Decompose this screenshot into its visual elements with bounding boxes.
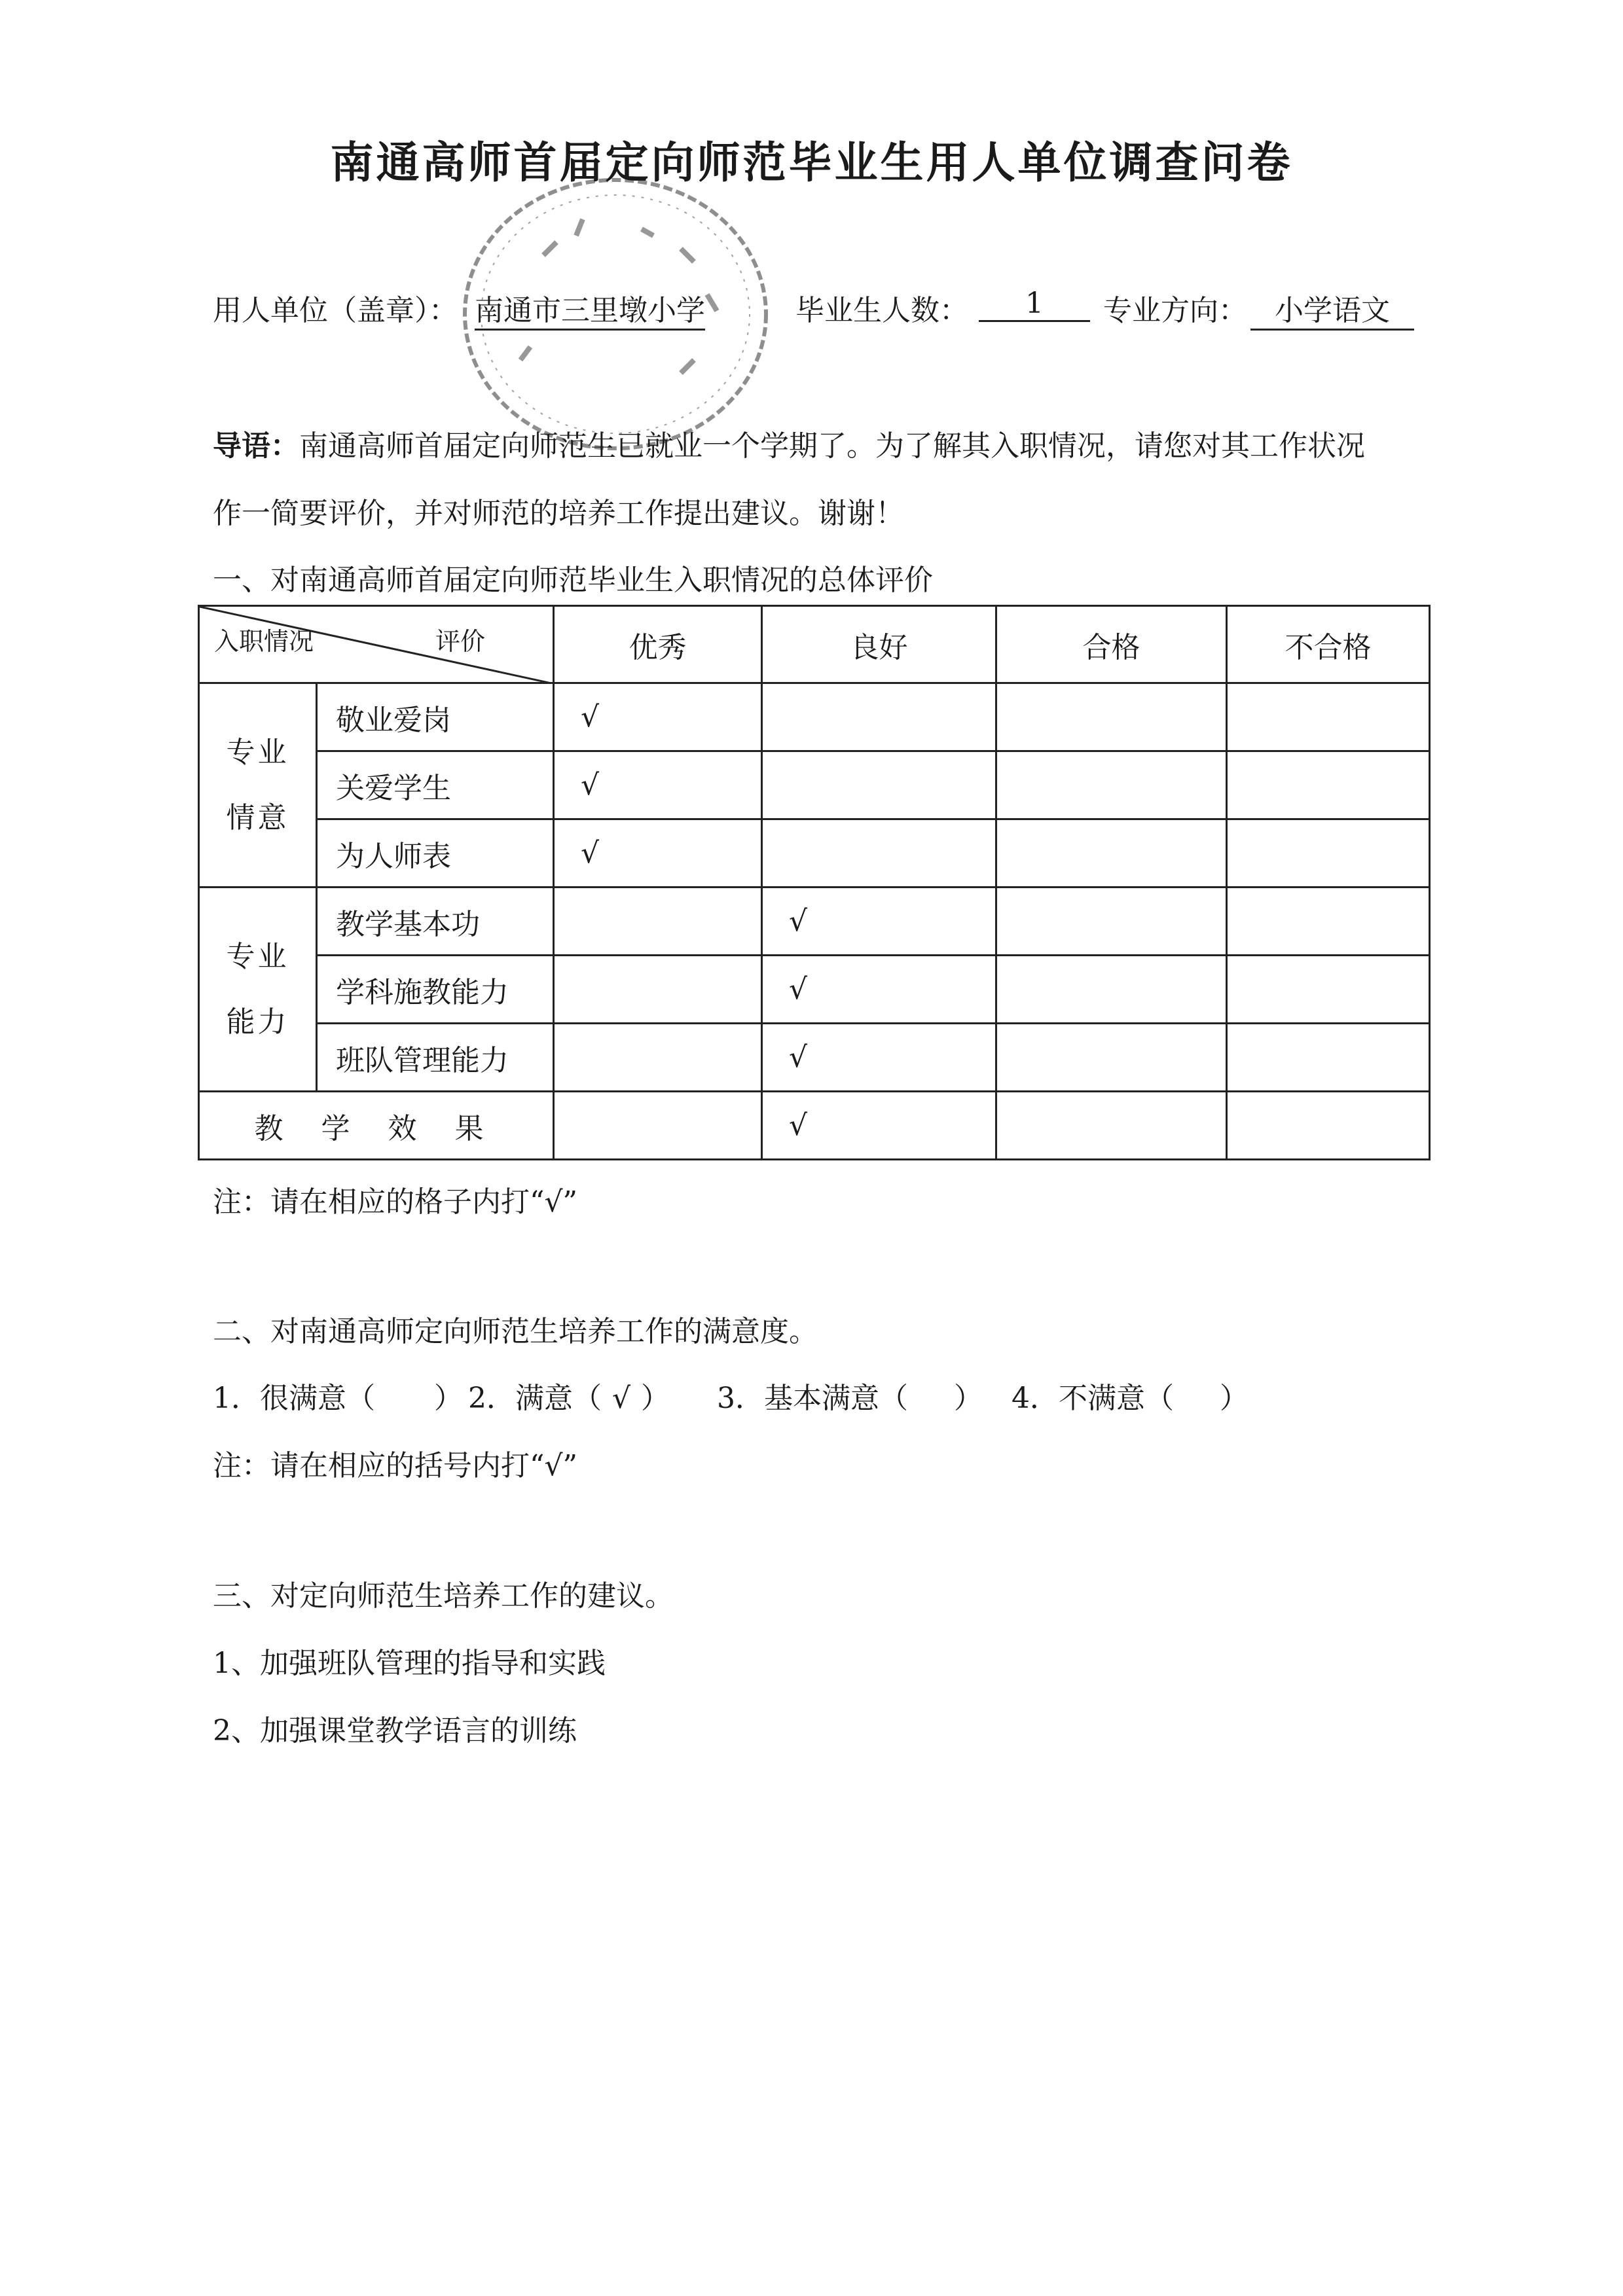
check-cell[interactable] (996, 956, 1227, 1024)
check-cell[interactable]: √ (554, 819, 762, 888)
check-cell[interactable] (996, 819, 1227, 888)
section2-heading: 二、对南通高师定向师范生培养工作的满意度。 (213, 1315, 818, 1348)
option-mark: √ (611, 1382, 631, 1415)
corner-label-rating: 评价 (435, 627, 486, 656)
check-cell[interactable] (1227, 888, 1430, 956)
page-title: 南通高师首届定向师范毕业生用人单位调查问卷 (330, 137, 1293, 188)
table-row (199, 683, 1430, 751)
check-cell[interactable] (554, 1024, 762, 1092)
option-label: 2．满意（ (468, 1382, 602, 1415)
row-item: 敬业爱岗 (317, 683, 554, 751)
check-cell[interactable]: √ (762, 1092, 996, 1160)
table-row (199, 888, 1430, 956)
graduate-count-label: 毕业生人数： (795, 294, 968, 327)
satisfaction-options (213, 1374, 1326, 1414)
table-corner-cell (199, 606, 554, 683)
check-cell[interactable]: √ (762, 956, 996, 1024)
table-row (199, 956, 1430, 1024)
group-label-line: 能力 (226, 1005, 289, 1039)
section3-heading: 三、对定向师范生培养工作的建议。 (213, 1579, 674, 1613)
row-item: 为人师表 (317, 819, 554, 888)
table-row-teaching-effect (199, 1092, 1430, 1160)
unit-value: 南通市三里墩小学 (475, 287, 705, 331)
column-header-fail: 不合格 (1227, 606, 1430, 683)
column-header-pass: 合格 (996, 606, 1227, 683)
option-satisfied[interactable] (468, 1374, 670, 1416)
row-item: 学科施教能力 (317, 956, 554, 1024)
column-header-excellent: 优秀 (554, 606, 762, 683)
option-label: 3．基本满意（ (717, 1382, 908, 1415)
check-cell[interactable]: √ (554, 683, 762, 751)
check-cell[interactable]: √ (762, 1024, 996, 1092)
check-cell[interactable] (554, 888, 762, 956)
option-not-satisfied[interactable] (1012, 1374, 1249, 1416)
check-cell[interactable] (554, 1092, 762, 1160)
check-cell[interactable] (1227, 956, 1430, 1024)
check-cell[interactable] (762, 819, 996, 888)
check-cell[interactable] (996, 683, 1227, 751)
row-item: 班队管理能力 (317, 1024, 554, 1092)
row-item: 关爱学生 (317, 751, 554, 819)
section1-note: 注：请在相应的格子内打“√” (213, 1185, 578, 1219)
option-very-satisfied[interactable] (213, 1374, 463, 1416)
check-cell[interactable]: √ (554, 751, 762, 819)
intro-text-1: 南通高师首届定向师范生已就业一个学期了。为了解其入职情况，请您对其工作状况 (299, 429, 1365, 463)
check-cell[interactable] (1227, 1092, 1430, 1160)
suggestion-item: 1、加强班队管理的指导和实践 (213, 1647, 606, 1680)
graduate-count-value: 1 (979, 287, 1090, 322)
option-close: ） (641, 1382, 670, 1415)
unit-label: 用人单位（盖章）： (213, 294, 458, 327)
check-cell[interactable] (1227, 819, 1430, 888)
table-row (199, 1024, 1430, 1092)
table-row (199, 819, 1430, 888)
column-header-good: 良好 (762, 606, 996, 683)
check-cell[interactable]: √ (762, 888, 996, 956)
intro-line-1 (213, 422, 1431, 464)
option-label: 1．很满意（ (213, 1382, 375, 1415)
option-close: ） (1220, 1382, 1249, 1415)
suggestion-item: 2、加强课堂教学语言的训练 (213, 1714, 577, 1748)
section2-note: 注：请在相应的括号内打“√” (213, 1449, 578, 1482)
row-item: 教 学 效 果 (199, 1092, 554, 1160)
intro-lead: 导语： (213, 429, 299, 463)
evaluation-table (198, 605, 1431, 1160)
check-cell[interactable] (762, 683, 996, 751)
group-label-line: 情意 (226, 800, 289, 834)
option-close: ） (954, 1382, 983, 1415)
check-cell[interactable] (996, 751, 1227, 819)
table-header-row (199, 606, 1430, 683)
check-cell[interactable] (996, 1092, 1227, 1160)
check-cell[interactable] (996, 1024, 1227, 1092)
section1-heading: 一、对南通高师首届定向师范毕业生入职情况的总体评价 (213, 564, 933, 597)
check-cell[interactable] (1227, 1024, 1430, 1092)
group-label-line: 专业 (226, 735, 289, 769)
option-basically-satisfied[interactable] (717, 1374, 983, 1416)
group-label-line: 专业 (226, 939, 289, 973)
table-row (199, 751, 1430, 819)
intro-line-2: 作一简要评价，并对师范的培养工作提出建议。谢谢！ (213, 497, 904, 530)
check-cell[interactable] (996, 888, 1227, 956)
group-label-professional-ability (199, 888, 317, 1092)
option-label: 4．不满意（ (1012, 1382, 1174, 1415)
row-item: 教学基本功 (317, 888, 554, 956)
group-label-professional-affection (199, 683, 317, 888)
corner-label-situation: 入职情况 (214, 627, 314, 656)
check-cell[interactable] (554, 956, 762, 1024)
major-label: 专业方向： (1103, 294, 1247, 327)
major-value: 小学语文 (1250, 287, 1414, 331)
check-cell[interactable] (1227, 751, 1430, 819)
check-cell[interactable] (1227, 683, 1430, 751)
option-close: ） (434, 1382, 463, 1415)
check-cell[interactable] (762, 751, 996, 819)
